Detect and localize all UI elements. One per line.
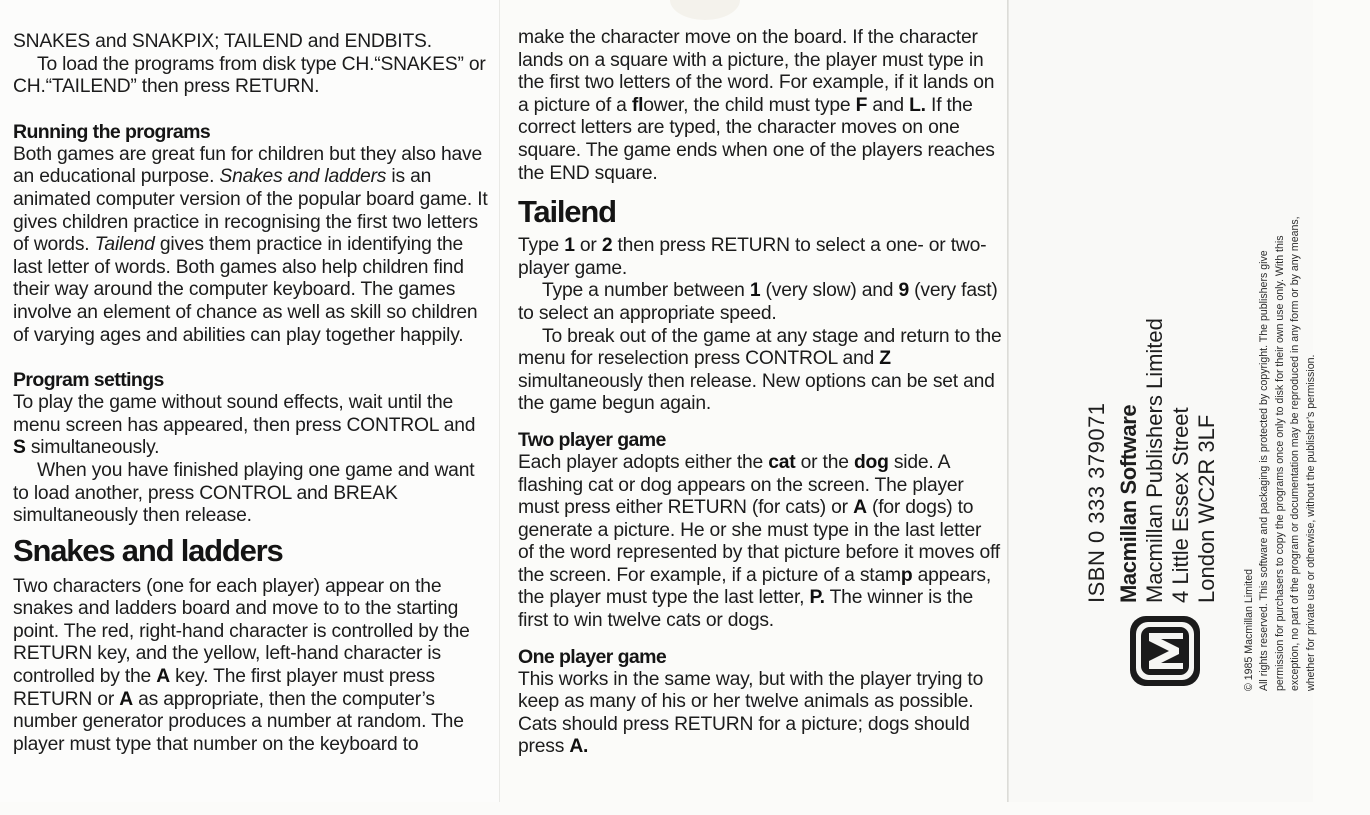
macmillan-logo-icon xyxy=(1125,611,1205,691)
load-instructions: To load the programs from disk type CH.“SNAKES” or CH.“TAILEND” then press RETURN. xyxy=(13,53,486,98)
settings-paragraph-2: When you have finished playing one game and want to load another, press CONTROL and BREAK simultaneously then release. xyxy=(13,459,475,527)
snakes-continuation: make the character move on the board. If the character lands on a square with a picture, the player must type in the first two letters of the word. For example, if it lands on a picture of a flower, the child must type F and L. If the correct letters are typed, the character moves on one square. The game ends when one of the players reaches the END square. xyxy=(518,27,995,184)
settings-paragraph-1: To play the game without sound effects, wait until the menu screen has appeared, then press CONTROL and S simultaneously. xyxy=(13,392,476,459)
tailend-paragraph-3: To break out of the game at any stage and return to the menu for reselection press CONTROL and Z simultaneously then release. New options can be set and the game begun again. xyxy=(518,325,1002,415)
running-paragraph: Both games are great fun for children but they also have an educational purpose. Snakes and ladders is an animated computer version of the popular board game. It gives children practice in recognising the first two letters of words. Tailend gives them practice in identifying the last letter of words. Both games also help children find their way around the computer keyboard. The games involve an element of chance as well as skill so children of varying ages and abilities can play together happily. xyxy=(13,143,488,346)
tailend-paragraph-1: Type 1 or 2 then press RETURN to select a one- or two-player game. xyxy=(518,235,987,279)
running-heading: Running the programs xyxy=(13,120,211,143)
middle-panel-text xyxy=(518,27,1002,759)
snakes-section-title: Snakes and ladders xyxy=(13,532,283,568)
snakes-paragraph: Two characters (one for each player) appear on the snakes and ladders board and move to to the starting point. The red, right-hand character is controlled by the RETURN key, and the yellow, left-hand character is controlled by the A key. The first player must press RETURN or A as appropriate, then the computer’s number generator produces a number at random. The player must type that number on the keyboard to xyxy=(13,575,470,755)
tailend-title-italic: Tailend xyxy=(94,234,155,256)
left-panel-text xyxy=(13,31,493,756)
publisher-block xyxy=(1070,15,1370,815)
settings-heading: Program settings xyxy=(13,369,164,392)
publisher-company: Macmillan Publishers Limited xyxy=(1142,318,1167,603)
copyright-notice: © 1985 Macmillan Limited All rights reserved. This software and packaging is protected by copyright. The publishers give permission for purchasers to copy the programs once only to disk for their own use only. With this exception, no part of the program or documentation may be reproduced in any form or by any means, whether for private use or otherwise, without the publisher’s permission. xyxy=(1243,216,1317,691)
tailend-paragraph-2: Type a number between 1 (very slow) and 9 (very fast) to select an appropriate speed. xyxy=(518,280,998,324)
address-line-2: London WC2R 3LF xyxy=(1194,414,1219,603)
publisher-name: Macmillan Software xyxy=(1116,404,1141,603)
publisher-address xyxy=(1116,318,1220,603)
left-panel xyxy=(0,0,500,802)
snakes-title-italic: Snakes and ladders xyxy=(219,166,387,188)
two-player-paragraph: Each player adopts either the cat or the dog side. A flashing cat or dog appears on the screen. The player must press either RETURN (for cats) or A (for dogs) to generate a picture. He or she must type in the last letter of the word represented by that picture before it moves off the screen. For example, if a picture of a stamp appears, the player must type the last letter, P. The winner is the first to win twelve cats or dogs. xyxy=(518,451,1000,632)
one-player-heading: One player game xyxy=(518,645,667,668)
intro-line: SNAKES and SNAKPIX; TAILEND and ENDBITS. xyxy=(13,31,432,52)
one-player-paragraph: This works in the same way, but with the player trying to keep as many of his or her twelve animals as possible. Cats should press RETURN for a picture; dogs should press A. xyxy=(518,668,984,758)
two-player-heading: Two player game xyxy=(518,428,666,451)
tailend-section-title: Tailend xyxy=(518,194,616,230)
paper-stain xyxy=(670,0,740,20)
isbn-number: ISBN 0 333 379071 xyxy=(1084,402,1109,603)
address-line-1: 4 Little Essex Street xyxy=(1168,407,1193,603)
middle-panel xyxy=(500,0,1008,802)
